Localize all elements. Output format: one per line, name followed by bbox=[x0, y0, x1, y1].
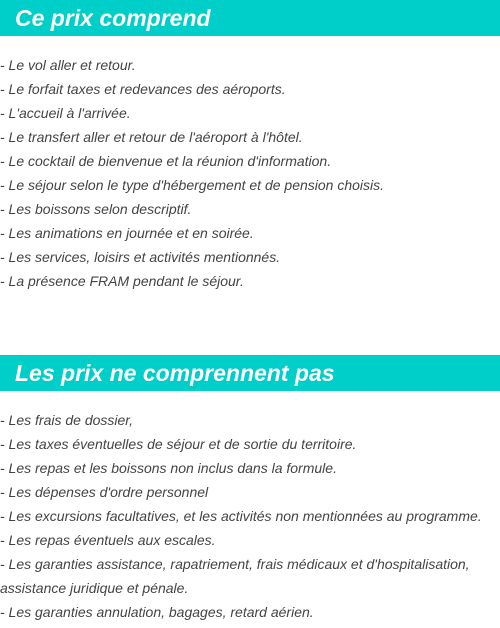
list-item: - Le vol aller et retour. bbox=[0, 57, 136, 73]
list-item: - L'accueil à l'arrivée. bbox=[0, 105, 131, 121]
list-item: - Le cocktail de bienvenue et la réunion d'information. bbox=[0, 153, 332, 169]
excluded-items-list bbox=[0, 391, 500, 624]
list-item: - Les garanties assistance, rapatriement, frais médicaux et d'hospitalisation, assistance juridique et pénale. bbox=[0, 556, 470, 596]
list-item: - Les repas et les boissons non inclus dans la formule. bbox=[0, 460, 337, 476]
list-item: - Les repas éventuels aux escales. bbox=[0, 532, 216, 548]
list-item: - Les boissons selon descriptif. bbox=[0, 201, 192, 217]
included-section-title: Ce prix comprend bbox=[0, 0, 500, 36]
list-item: - Les animations en journée et en soirée. bbox=[0, 225, 254, 241]
included-items-list bbox=[0, 36, 500, 293]
list-item: - Les taxes éventuelles de séjour et de sortie du territoire. bbox=[0, 436, 357, 452]
list-item: - Les frais de dossier, bbox=[0, 412, 134, 428]
list-item: - Les dépenses d'ordre personnel bbox=[0, 484, 209, 500]
list-item: - Les garanties annulation, bagages, retard aérien. bbox=[0, 604, 314, 620]
list-item: - Le séjour selon le type d'hébergement et de pension choisis. bbox=[0, 177, 385, 193]
list-item: - La présence FRAM pendant le séjour. bbox=[0, 273, 244, 289]
list-item: - Le transfert aller et retour de l'aéroport à l'hôtel. bbox=[0, 129, 303, 145]
excluded-section bbox=[0, 355, 500, 624]
list-item: - Les excursions facultatives, et les activités non mentionnées au programme. bbox=[0, 508, 482, 524]
included-section bbox=[0, 0, 500, 293]
excluded-section-title: Les prix ne comprennent pas bbox=[0, 355, 500, 391]
list-item: - Les services, loisirs et activités mentionnés. bbox=[0, 249, 281, 265]
list-item: - Le forfait taxes et redevances des aéroports. bbox=[0, 81, 286, 97]
